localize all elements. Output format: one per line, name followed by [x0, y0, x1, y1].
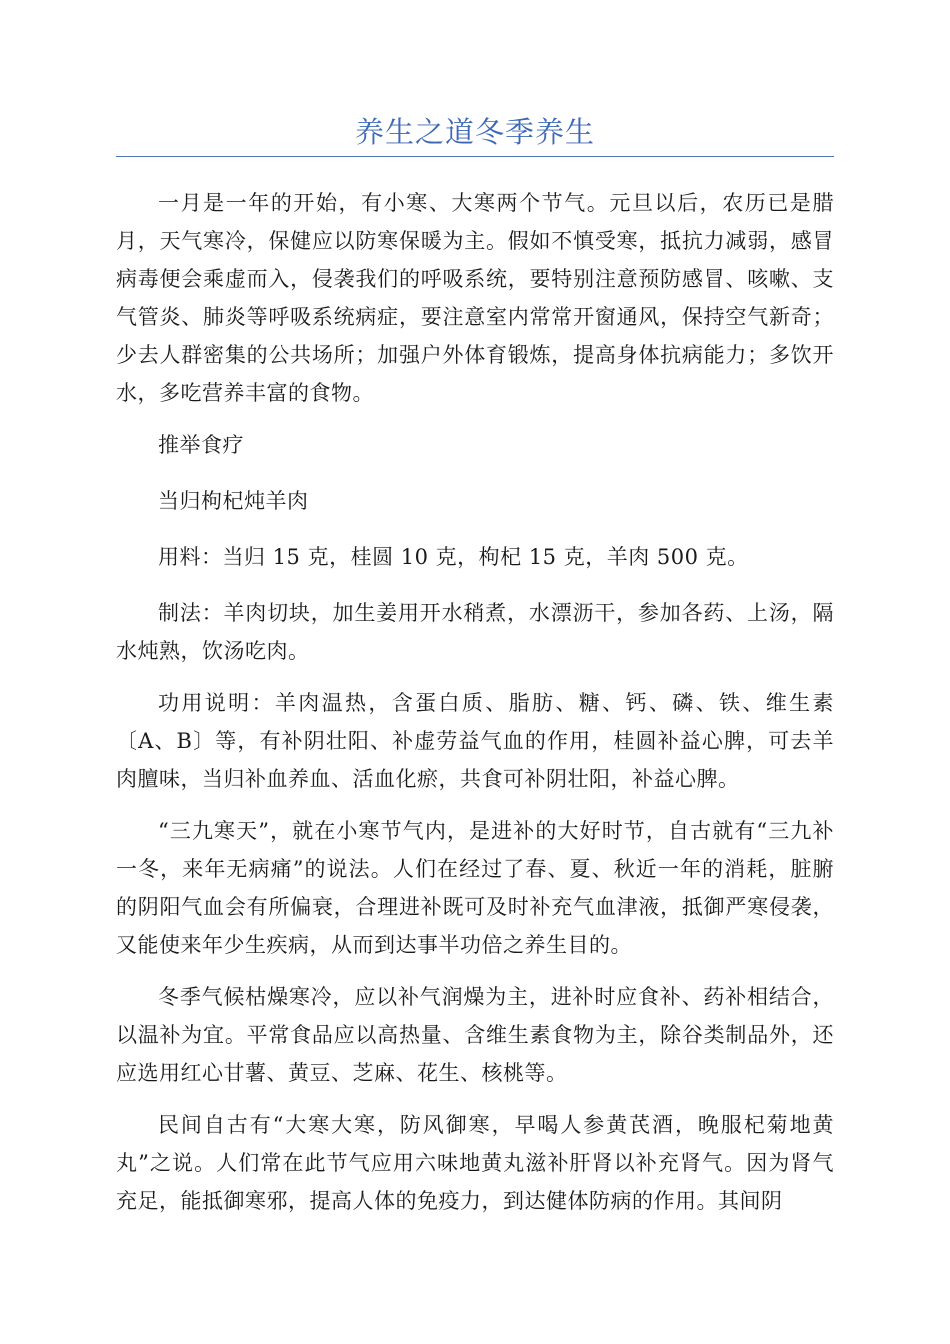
- ingredients-paragraph: 用料：当归 15 克，桂圆 10 克，枸杞 15 克，羊肉 500 克。: [158, 545, 749, 569]
- recommended-diet-heading: 推举食疗: [158, 433, 244, 457]
- document-title: 养生之道冬季养生: [354, 115, 595, 149]
- sanjiu-paragraph: “三九寒天”，就在小寒节气内，是进补的大好时节，自古就有“三九补一冬，来年无病痛”的说法。人们在经过了春、夏、秋近一年的消耗，脏腑的阴阳气血会有所偏衰，合理进补既可及时补充气血津液，抵御严寒侵袭，又能使来年少生疾病，从而到达事半功倍之养生目的。: [116, 819, 834, 957]
- title-block: [116, 108, 834, 157]
- function-description-paragraph: 功用说明：羊肉温热，含蛋白质、脂肪、糖、钙、磷、铁、维生素〔A、B〕等，有补阴壮阳、补虚劳益气血的作用，桂圆补益心脾，可去羊肉膻味，当归补血养血、活血化瘀，共食可补阴壮阳，补益心脾。: [116, 691, 834, 791]
- folk-saying-paragraph: 民间自古有“大寒大寒，防风御寒，早喝人参黄芪酒，晚服杞菊地黄丸”之说。人们常在此节气应用六味地黄丸滋补肝肾以补充肾气。因为肾气充足，能抵御寒邪，提高人体的免疫力，到达健体防病的作用。其间阴: [116, 1113, 834, 1213]
- recipe-title: 当归枸杞炖羊肉: [158, 489, 309, 513]
- document-body: [116, 184, 834, 1234]
- winter-climate-paragraph: 冬季气候枯燥寒冷，应以补气润燥为主，进补时应食补、药补相结合，以温补为宜。平常食品应以高热量、含维生素食物为主，除谷类制品外，还应选用红心甘薯、黄豆、芝麻、花生、核桃等。: [116, 985, 834, 1085]
- preparation-paragraph: 制法：羊肉切块，加生姜用开水稍煮，水漂沥干，参加各药、上汤，隔水炖熟，饮汤吃肉。: [116, 601, 834, 663]
- intro-paragraph: 一月是一年的开始，有小寒、大寒两个节气。元旦以后，农历已是腊月，天气寒冷，保健应以防寒保暖为主。假如不慎受寒，抵抗力减弱，感冒病毒便会乘虚而入，侵袭我们的呼吸系统，要特别注意预防感冒、咳嗽、支气管炎、肺炎等呼吸系统病症，要注意室内常常开窗通风，保持空气新奇；少去人群密集的公共场所；加强户外体育锻炼，提高身体抗病能力；多饮开水，多吃营养丰富的食物。: [116, 191, 834, 405]
